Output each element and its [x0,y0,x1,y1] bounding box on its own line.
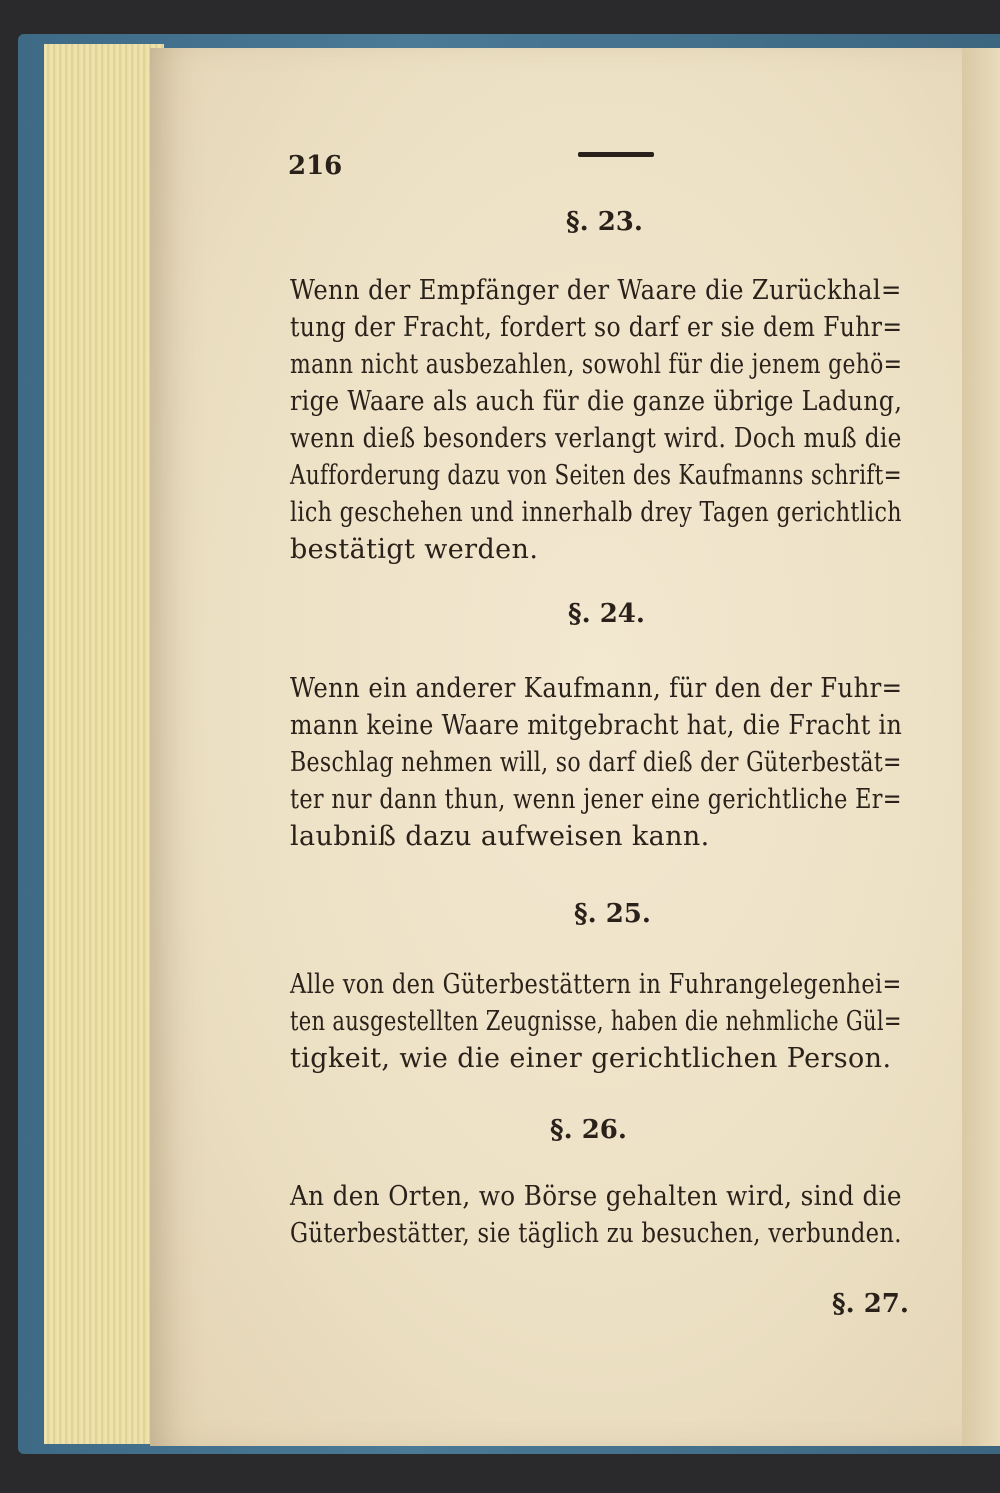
text-line: mann nicht ausbezahlen, sowohl für die jenem gehö= [290,349,903,380]
text-line: tung der Fracht, fordert so darf er sie dem Fuhr= [290,312,903,343]
text-line: rige Waare als auch für die ganze übrige Ladung, [290,386,903,417]
text-line: Alle von den Güterbestättern in Fuhrangelegenhei= [290,969,902,1000]
facing-page-edge [962,48,1000,1446]
section-paragraph [290,272,902,568]
text-line: ter nur dann thun, wenn jener eine gerichtliche Er= [290,784,902,815]
section-heading: §. 26. [550,1115,627,1145]
section-paragraph [290,1178,902,1252]
catchword: §. 27. [832,1289,909,1319]
text-line: tigkeit, wie die einer gerichtlichen Person. [290,1043,892,1074]
text-line: Aufforderung dazu von Seiten des Kaufmanns schrift= [290,460,902,491]
text-line: Beschlag nehmen will, so darf dieß der Güterbestät= [290,747,902,778]
text-line: ten ausgestellten Zeugnisse, haben die nehmliche Gül= [290,1006,902,1037]
text-line: An den Orten, wo Börse gehalten wird, sind die [290,1181,902,1212]
text-line: Wenn der Empfänger der Waare die Zurückhal= [290,275,902,306]
section-heading: §. 24. [568,599,645,629]
text-line: lich geschehen und innerhalb drey Tagen gerichtlich [290,497,902,528]
section-paragraph [290,670,902,855]
text-line: mann keine Waare mitgebracht hat, die Fracht in [290,710,903,741]
text-line: Güterbestätter, sie täglich zu besuchen, verbunden. [290,1218,902,1249]
section-heading: §. 25. [574,899,651,929]
header-rule [578,152,654,157]
text-line: Wenn ein anderer Kaufmann, für den der Fuhr= [290,673,903,704]
section-heading: §. 23. [566,207,643,237]
text-line: wenn dieß besonders verlangt wird. Doch muß die [290,423,902,454]
text-line: bestätigt werden. [290,534,539,565]
section-paragraph [290,966,902,1077]
text-line: laubniß dazu aufweisen kann. [290,821,710,852]
page-edges [44,44,164,1444]
page-number: 216 [288,151,343,181]
